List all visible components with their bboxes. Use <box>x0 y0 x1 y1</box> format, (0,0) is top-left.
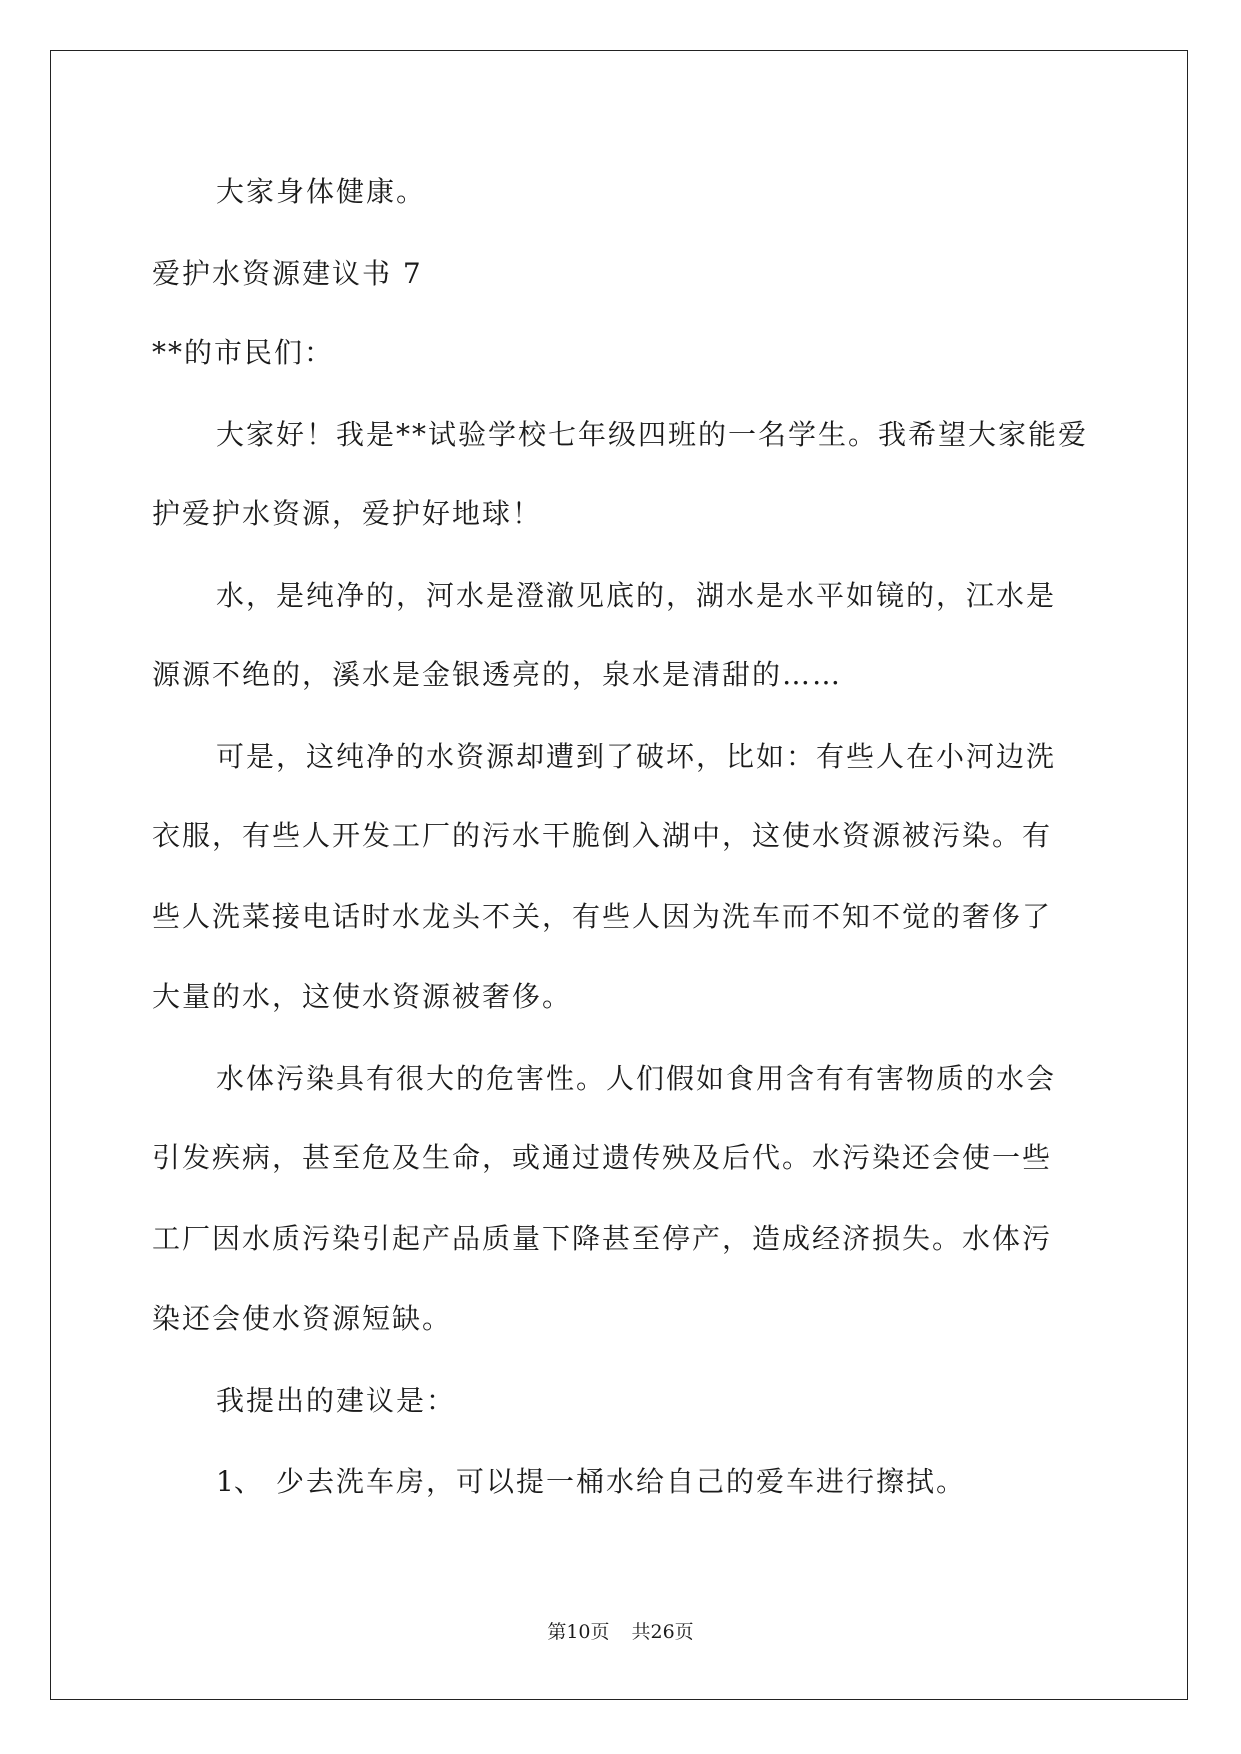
paragraph-line: 衣服，有些人开发工厂的污水干脆倒入湖中，这使水资源被污染。有 <box>152 819 1053 852</box>
paragraph-line: 可是，这纯净的水资源却遭到了破坏，比如：有些人在小河边洗 <box>216 740 1057 773</box>
page-total: 共26页 <box>631 1621 694 1643</box>
paragraph-line: 水，是纯净的，河水是澄澈见底的，湖水是水平如镜的，江水是 <box>216 579 1057 612</box>
list-item-text: 少去洗车房，可以提一桶水给自己的爱车进行擦拭。 <box>276 1465 967 1498</box>
suggestion-intro: 我提出的建议是： <box>216 1384 457 1417</box>
paragraph-line: 引发疾病，甚至危及生命，或通过遗传殃及后代。水污染还会使一些 <box>152 1141 1053 1174</box>
paragraph-line: 大家好！我是**试验学校七年级四班的一名学生。我希望大家能爱 <box>216 418 1089 451</box>
paragraph-line: 些人洗菜接电话时水龙头不关，有些人因为洗车而不知不觉的奢侈了 <box>152 900 1053 933</box>
paragraph-line: 护爱护水资源，爱护好地球！ <box>152 497 543 530</box>
page-border <box>50 50 1188 1700</box>
salutation: **的市民们： <box>152 336 335 369</box>
list-item-number: 1、 <box>216 1465 262 1498</box>
paragraph-line: 源源不绝的，溪水是金银透亮的，泉水是清甜的…… <box>152 658 843 691</box>
closing-line: 大家身体健康。 <box>216 175 427 208</box>
document-heading: 爱护水资源建议书 7 <box>152 257 423 290</box>
paragraph-line: 染还会使水资源短缺。 <box>152 1302 453 1335</box>
page-footer <box>0 1620 1241 1644</box>
paragraph-line: 工厂因水质污染引起产品质量下降甚至停产，造成经济损失。水体污 <box>152 1222 1053 1255</box>
paragraph-line: 水体污染具有很大的危害性。人们假如食用含有有害物质的水会 <box>216 1062 1057 1095</box>
page-number: 第10页 <box>547 1621 610 1643</box>
paragraph-line: 大量的水，这使水资源被奢侈。 <box>152 980 573 1013</box>
